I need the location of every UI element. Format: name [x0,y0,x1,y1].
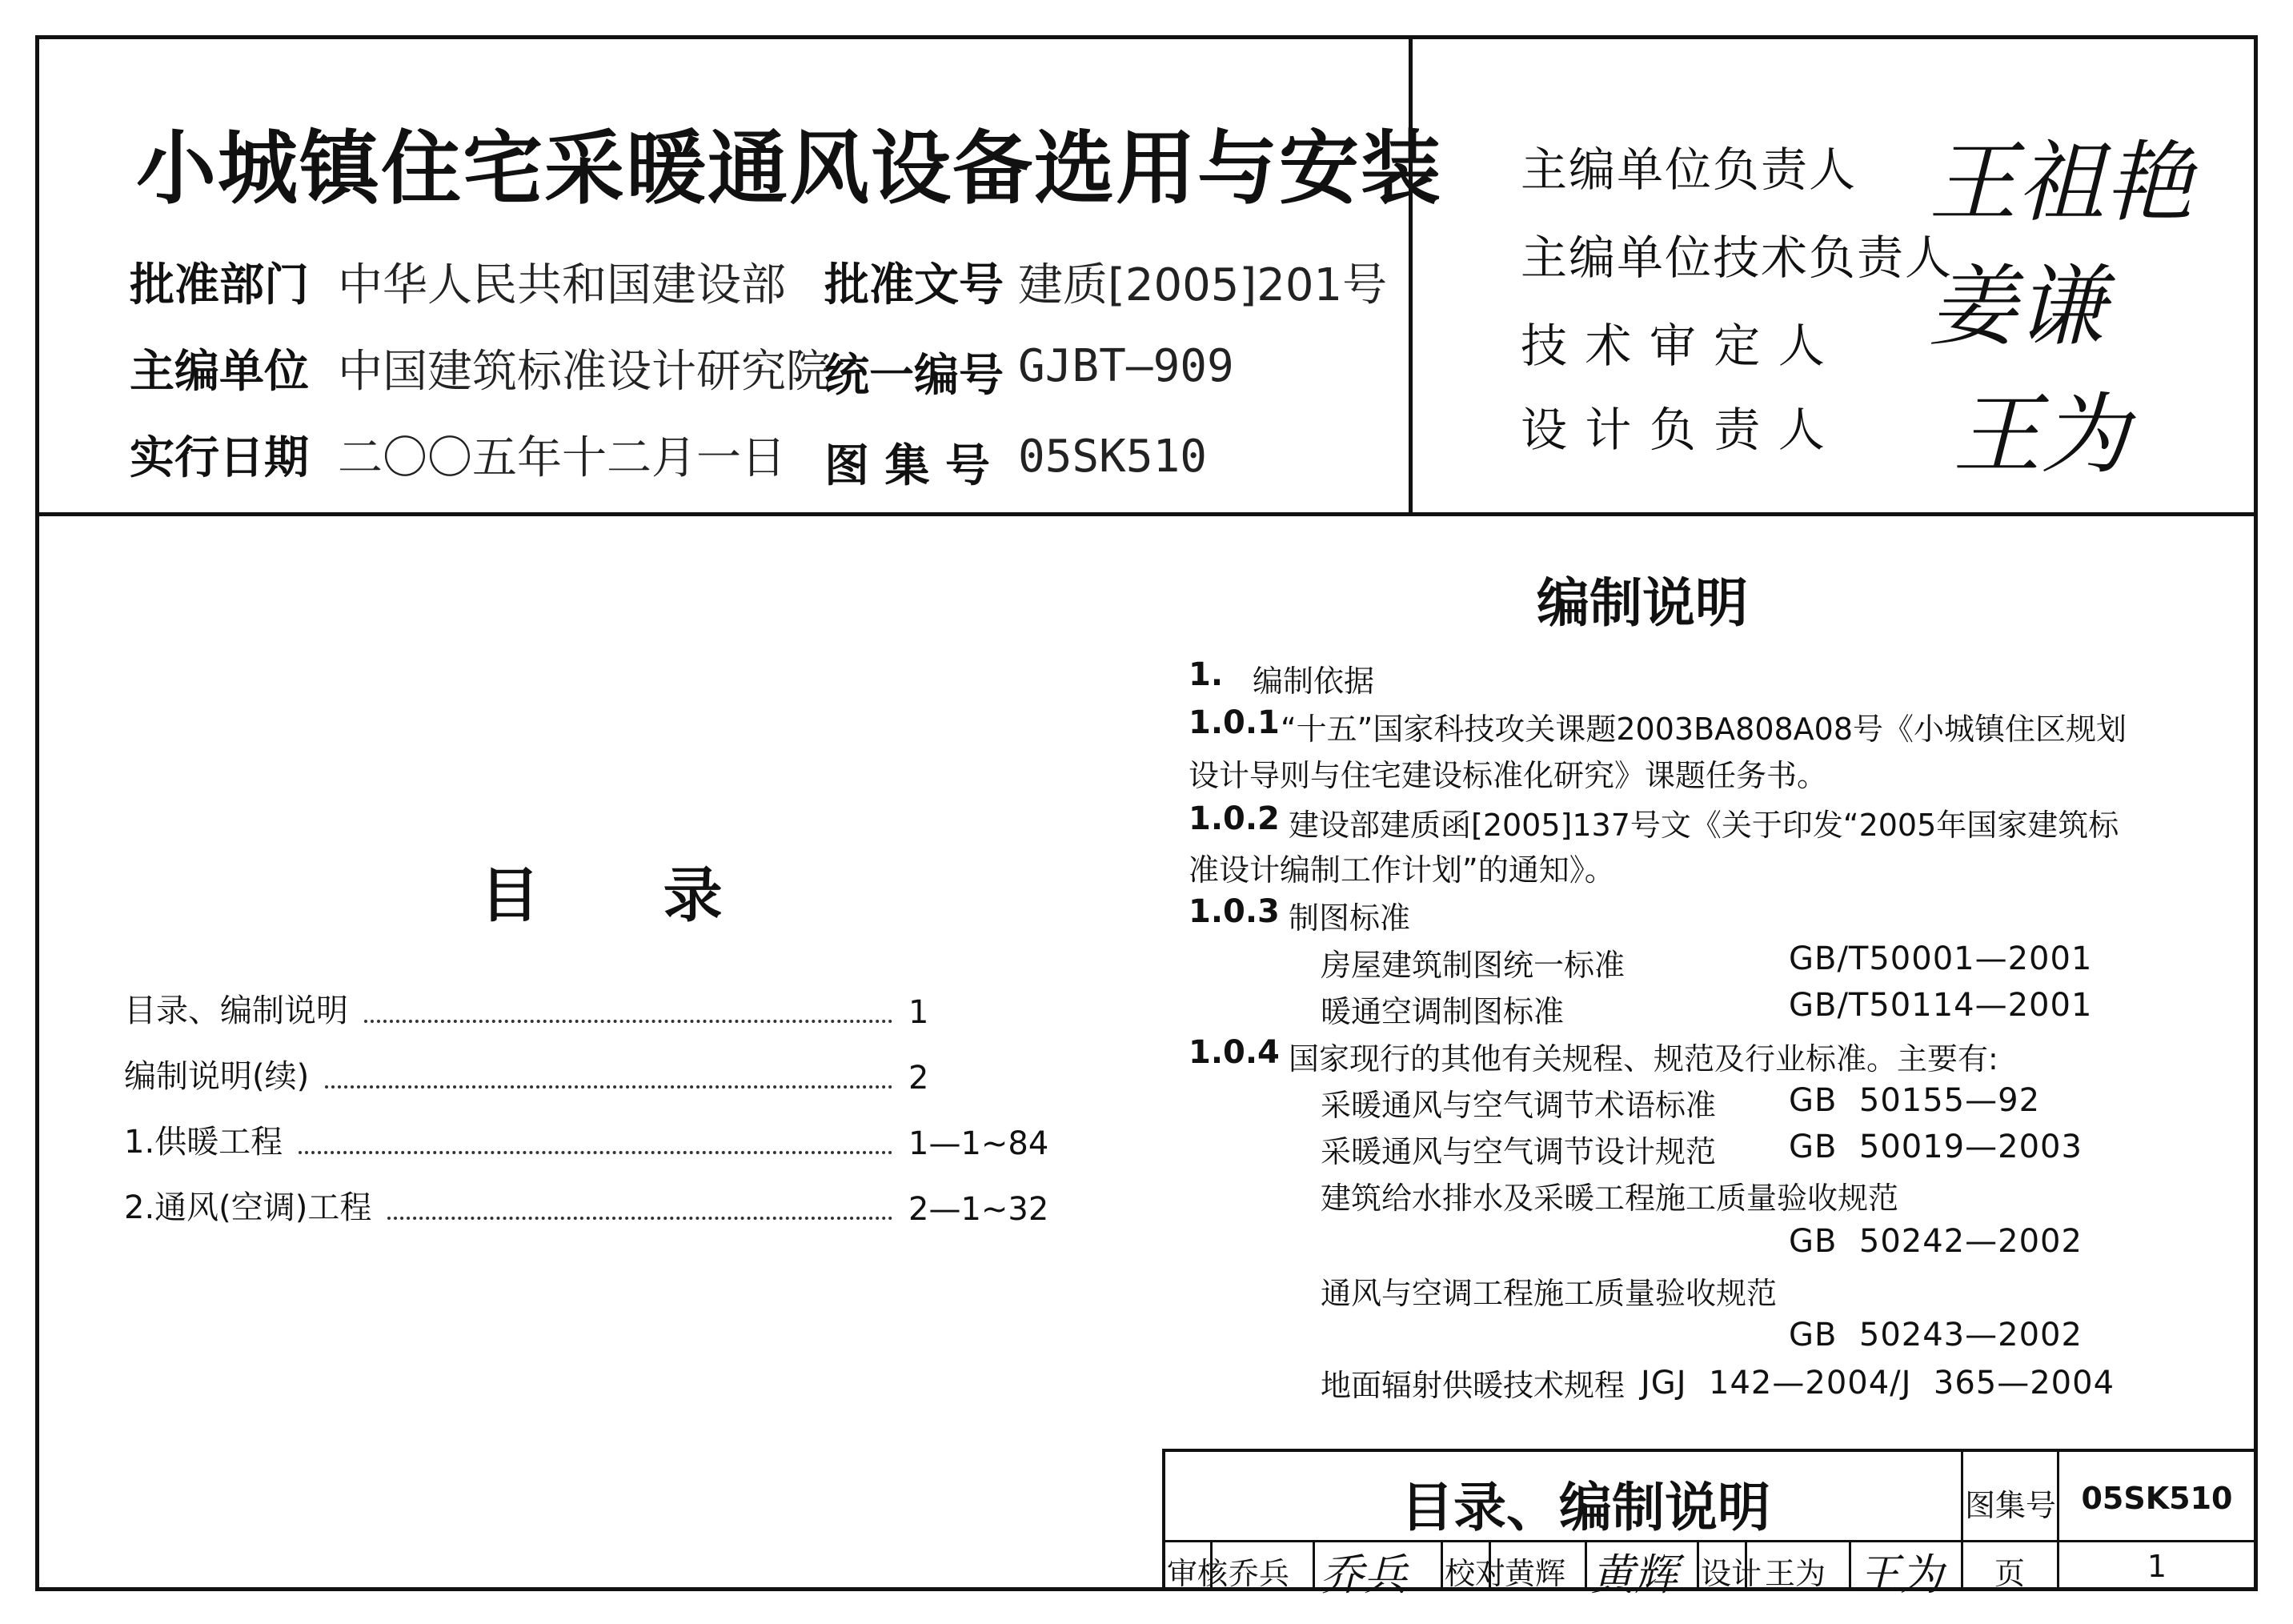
toc-row-label: 2.通风(空调)工程 [124,1189,372,1226]
editor-unit-value: 中国建筑标准设计研究院 [338,346,831,398]
title-block-divider [2057,1449,2059,1591]
design-name: 王为 [1765,1556,1826,1591]
standard-code: GB 50242—2002 [1789,1223,2083,1260]
page-label: 页 [1994,1556,2025,1591]
standard-code: JGJ 142—2004/J 365—2004 [1641,1365,2115,1401]
section-1-number: 1. [1189,656,1224,693]
unified-number-label: 统一编号 [824,350,1004,402]
toc-row-label: 1.供暖工程 [124,1124,283,1161]
check-signature: 黄辉 [1591,1550,1678,1600]
standard-name: 地面辐射供暖技术规程 [1321,1368,1626,1403]
effective-date-value: 二〇〇五年十二月一日 [338,432,786,484]
toc-row-page: 1 [908,994,929,1031]
standard-code: GB/T50114—2001 [1789,987,2093,1024]
section-104-number: 1.0.4 [1189,1034,1280,1071]
standard-name: 通风与空调工程施工质量验收规范 [1321,1276,1778,1311]
editor-unit-label: 主编单位 [130,346,309,398]
standard-code: GB 50155—92 [1789,1082,2041,1119]
toc-leader-dots [387,1217,892,1220]
standard-name: 采暖通风与空气调节术语标准 [1321,1088,1717,1123]
section-103-number: 1.0.3 [1189,893,1280,930]
standard-name: 建筑给水排水及采暖工程施工质量验收规范 [1321,1181,1899,1216]
standard-name: 采暖通风与空气调节设计规范 [1321,1134,1717,1169]
toc-row-page: 2 [908,1060,929,1097]
standard-name: 暖通空调制图标准 [1321,994,1565,1029]
section-101-number: 1.0.1 [1189,704,1280,741]
toc-row [124,983,1028,1031]
toc-heading: 目 录 [480,861,723,930]
section-103-text: 制图标准 [1289,900,1411,936]
design-signature: 王为 [1857,1550,1943,1600]
review-label: 审核 [1167,1556,1229,1591]
signature-unit-head: 王祖艳 [1929,131,2193,234]
title-block-cell-divider [1585,1540,1587,1591]
approval-dept-label: 批准部门 [130,259,309,311]
title-block-cell-divider [1849,1540,1851,1591]
approval-doc-value: 建质[2005]201号 [1018,259,1388,311]
effective-date-label: 实行日期 [130,432,309,484]
title-block-title: 目录、编制说明 [1401,1477,1770,1538]
atlas-number-label: 图 集 号 [824,440,990,492]
toc-row [124,1180,1049,1228]
unified-number-value: GJBT—909 [1018,340,1234,392]
toc-row [124,1049,1028,1097]
toc-leader-dots [364,1020,892,1023]
standard-code: GB 50019—2003 [1789,1129,2083,1165]
toc-row-label: 目录、编制说明 [124,992,348,1029]
check-label: 校对 [1445,1556,1506,1591]
standard-code: GB 50243—2002 [1789,1317,2083,1353]
section-102-line2: 准设计编制工作计划”的通知》。 [1189,852,1615,888]
role-tech-reviewer: 技 术 审 定 人 [1521,319,1826,373]
toc-leader-dots [325,1085,892,1089]
header-divider [35,512,2258,516]
signature-design-head: 王为 [1953,383,2129,486]
title-block-divider [1961,1449,1963,1591]
review-signature: 乔兵 [1321,1550,1407,1600]
title-block-left-border [1162,1449,1165,1591]
title-block-atlas-label: 图集号 [1965,1488,2057,1523]
toc-row-page: 2—1~32 [908,1191,1049,1228]
title-block-cell-divider [1313,1540,1315,1591]
section-104-text: 国家现行的其他有关规程、规范及行业标准。主要有: [1289,1041,1998,1077]
role-design-head: 设 计 负 责 人 [1521,403,1826,457]
notes-heading: 编制说明 [1537,572,1748,634]
role-chief-tech-head: 主编单位技术负责人 [1521,231,1954,285]
toc-row [124,1114,1049,1162]
atlas-title: 小城镇住宅采暖通风设备选用与安装 [136,122,1442,215]
check-name: 黄辉 [1505,1556,1566,1591]
signature-tech-head: 姜谦 [1929,255,2105,358]
role-chief-unit-head: 主编单位负责人 [1521,142,1858,197]
section-102-line1: 建设部建质函[2005]137号文《关于印发“2005年国家建筑标 [1289,808,2119,843]
title-block-atlas-value: 05SK510 [2081,1481,2233,1516]
toc-row-label: 编制说明(续) [124,1058,310,1095]
title-block-cell-divider [1697,1540,1699,1591]
section-102-number: 1.0.2 [1189,800,1280,837]
review-name: 乔兵 [1229,1556,1290,1591]
approval-dept-value: 中华人民共和国建设部 [338,259,786,311]
page-value: 1 [2147,1549,2167,1584]
atlas-number-value: 05SK510 [1018,431,1208,483]
design-label: 设计 [1701,1556,1762,1591]
title-block-cell-divider [1441,1540,1443,1591]
standard-code: GB/T50001—2001 [1789,940,2093,977]
approval-doc-label: 批准文号 [824,259,1004,311]
section-101-line2: 设计导则与住宅建设标准化研究》课题任务书。 [1189,758,1828,793]
standard-name: 房屋建筑制图统一标准 [1321,948,1626,983]
section-1-text: 编制依据 [1253,664,1375,699]
section-101-line1: “十五”国家科技攻关课题2003BA808A08号《小城镇住区规划 [1281,712,2127,747]
toc-row-page: 1—1~84 [908,1125,1049,1162]
title-block-top-border [1162,1449,2258,1452]
toc-leader-dots [299,1151,892,1154]
